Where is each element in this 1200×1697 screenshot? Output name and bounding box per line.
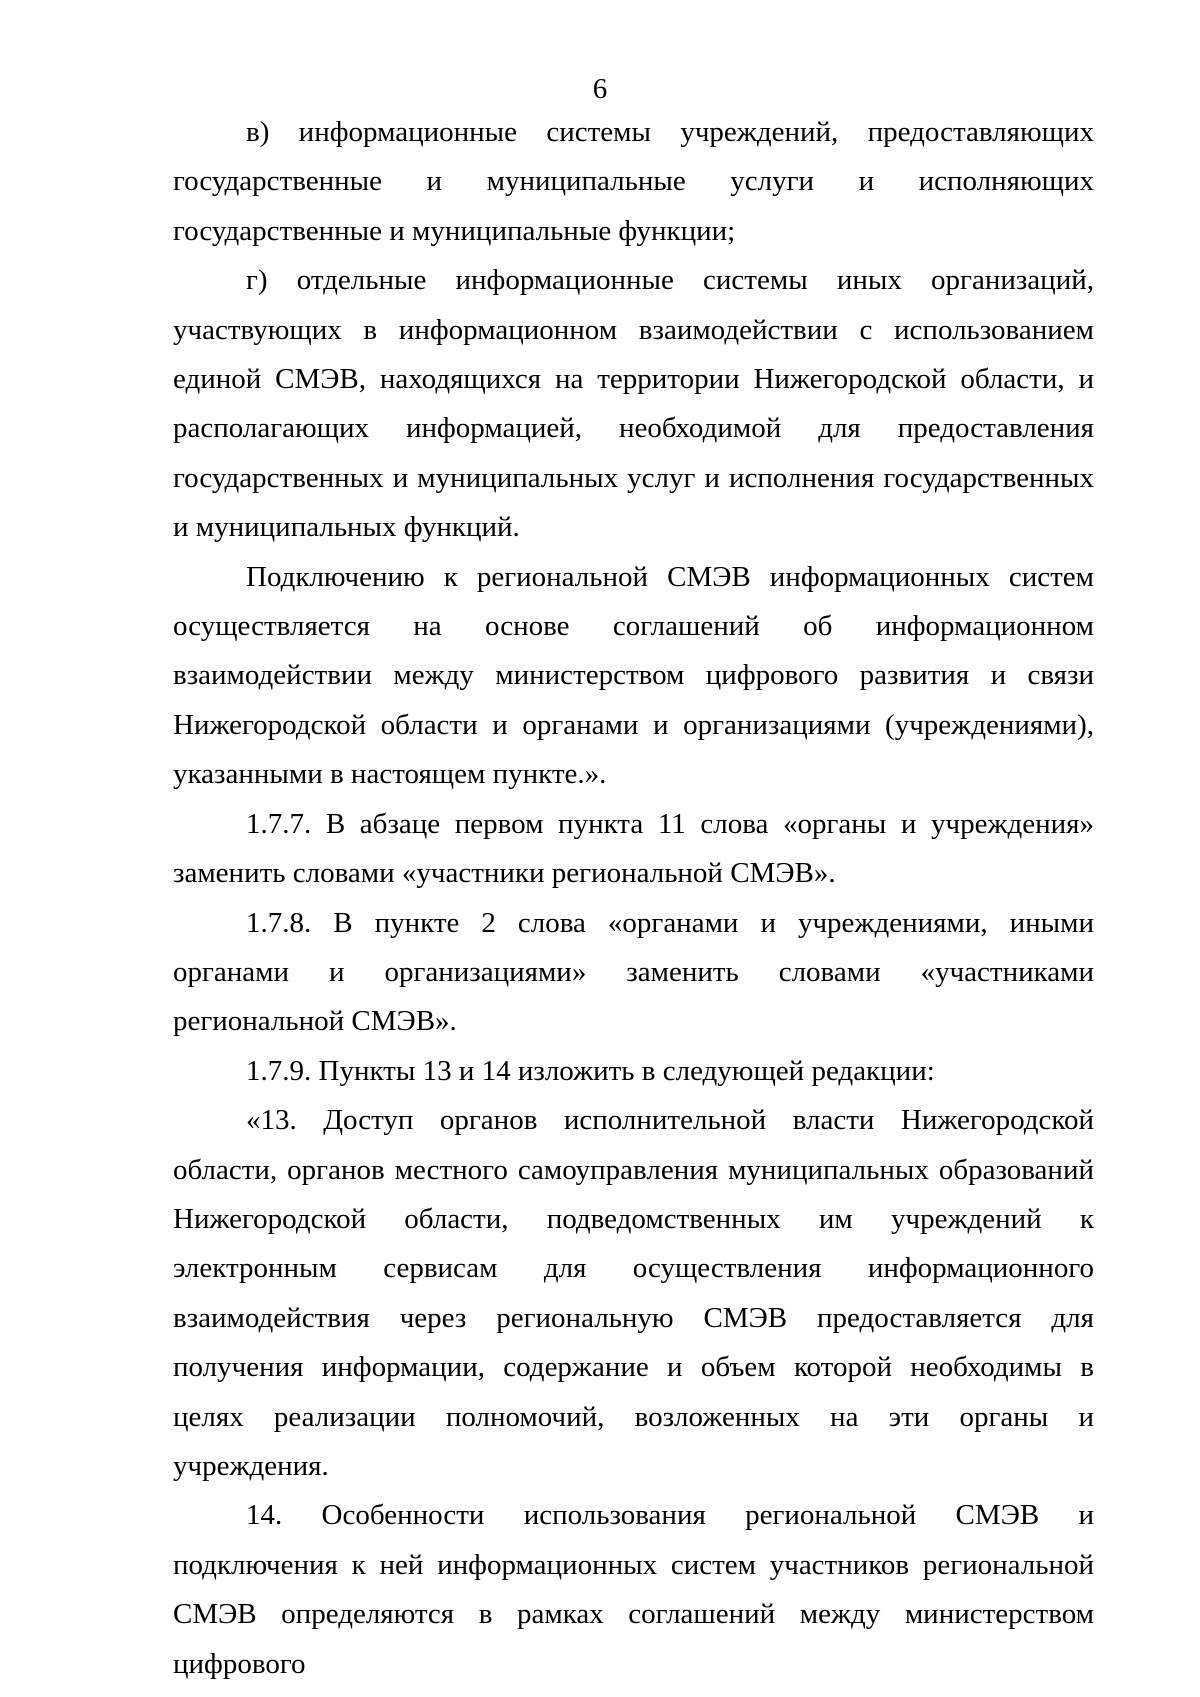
paragraph-point-14: 14. Особенности использования региональной СМЭВ и подключения к ней информационных систем участников региональной СМЭВ определяются в рамках соглашений между министерством цифрового: [173, 1499, 1094, 1680]
paragraph-1-7-7: 1.7.7. В абзаце первом пункта 11 слова «органы и учреждения» заменить словами «участники региональной СМЭВ».: [173, 807, 1094, 890]
page-number: 6: [592, 73, 608, 105]
paragraph-1-7-8: 1.7.8. В пункте 2 слова «органами и учреждениями, иными органами и организациями» заменить словами «участниками региональной СМЭВ».: [173, 906, 1094, 1038]
paragraph-point-13: «13. Доступ органов исполнительной власти Нижегородской области, органов местного самоуправления муниципальных образований Нижегородской области, подведомственных им учреждений к электронным сервисам для осуществления информационного взаимодействия через региональную СМЭВ предоставляется для получения информации, содержание и объем которой необходимы в целях реализации полномочий, возложенных на эти органы и учреждения.: [173, 1104, 1094, 1482]
paragraph-item-g: г) отдельные информационные системы иных организаций, участвующих в информационном взаимодействии с использованием единой СМЭВ, находящихся на территории Нижегородской области, и располагающих информацией, необходимой для предоставления государственных и муниципальных услуг и исполнения государственных и муниципальных функций.: [173, 264, 1094, 544]
document-body: [173, 108, 1094, 1689]
paragraph-item-v: в) информационные системы учреждений, предоставляющих государственные и муниципальные услуги и исполняющих государственные и муниципальные функции;: [173, 116, 1094, 247]
paragraph-connection-basis: Подключению к региональной СМЭВ информационных систем осуществляется на основе соглашений об информационном взаимодействии между министерством цифрового развития и связи Нижегородской области и органами и организациями (учреждениями), указанными в настоящем пункте.».: [173, 560, 1094, 791]
paragraph-1-7-9: 1.7.9. Пункты 13 и 14 изложить в следующей редакции:: [246, 1054, 935, 1087]
